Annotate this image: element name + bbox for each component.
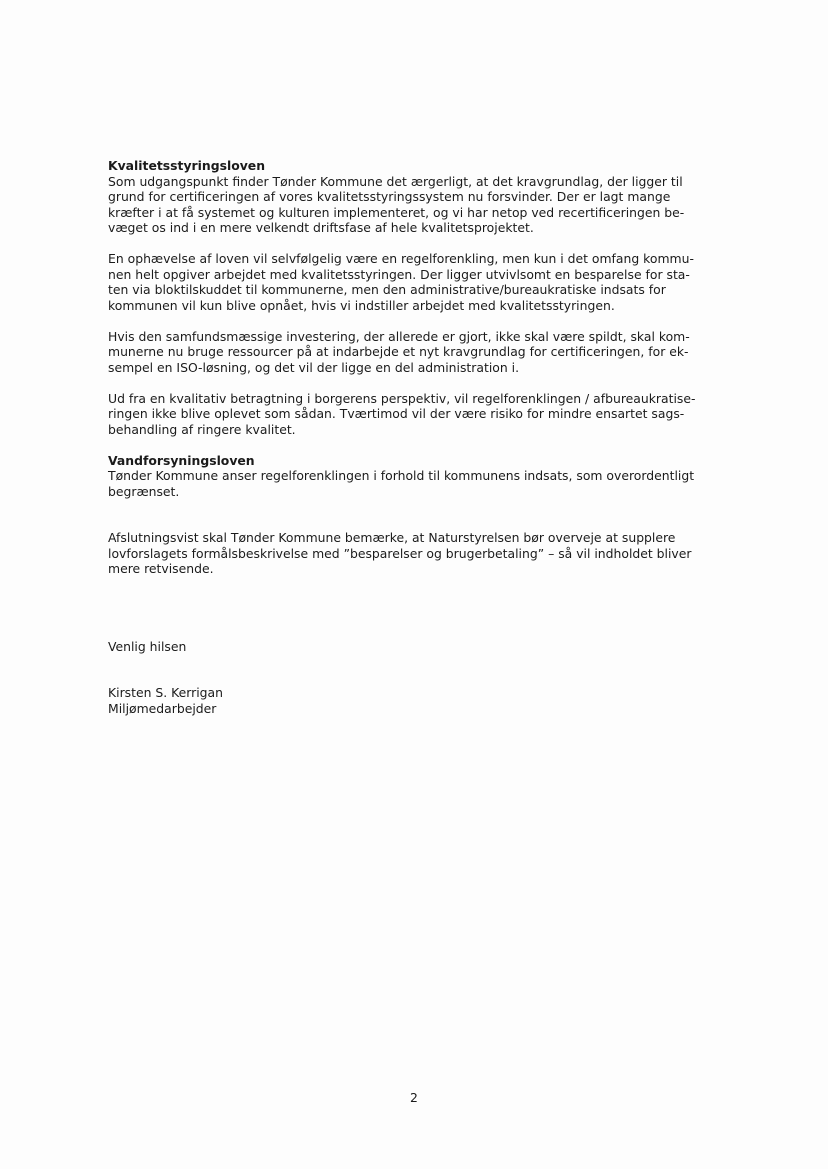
signature-name: Kirsten S. Kerrigan [108,685,223,700]
text-line: munerne nu bruge ressourcer på at indarbejde et nyt kravgrundlag for certificeringen, for ek- [108,344,689,359]
text-line: Hvis den samfundsmæssige investering, der allerede er gjort, ikke skal være spildt, skal kom- [108,328,690,344]
text-line: lovforslagets formålsbeskrivelse med ”besparelser og brugerbetaling” – så vil indholdet bliver [108,545,692,561]
section-heading: Vandforsyningsloven [108,452,255,468]
paragraph [108,329,720,376]
section-heading: Kvalitetsstyringsloven [108,158,266,173]
letter-body [108,158,720,716]
text-line: væget os ind i en mere velkendt driftsfase af hele kvalitetsprojektet. [108,220,534,235]
text-line: behandling af ringere kvalitet. [108,421,296,437]
signature-title: Miljømedarbejder [108,700,217,716]
text-line: ringen ikke blive oplevet som sådan. Tværtimod vil der være risiko for mindre ensartet sags- [108,406,685,421]
text-line: nen helt opgiver arbejdet med kvalitetsstyringen. Der ligger utvivlsomt en besparelse for sta- [108,266,690,282]
paragraph [108,251,720,313]
page-number: 2 [410,1090,418,1105]
greeting: Venlig hilsen [108,638,187,654]
closing-paragraph [108,530,720,577]
text-line: begrænset. [108,483,180,499]
section-vandforsyningsloven [108,453,720,500]
paragraph [108,174,720,236]
section-kvalitetsstyringsloven [108,158,720,437]
text-line: mere retvisende. [108,561,214,576]
text-line: Afslutningsvist skal Tønder Kommune bemærke, at Naturstyrelsen bør overveje at supplere [108,530,676,545]
text-line: Tønder Kommune anser regelforenklingen i forhold til kommunens indsats, som overordentligt [108,468,695,483]
text-line: kræfter i at få systemet og kulturen implementeret, og vi har netop ved recertificeringen be- [108,204,685,220]
text-line: kommunen vil kun blive opnået, hvis vi indstiller arbejdet med kvalitetsstyringen. [108,297,615,313]
paragraph [108,391,720,438]
text-line: grund for certificeringen af vores kvalitetsstyringssystem nu forsvinder. Der er lagt mange [108,189,671,204]
text-line: En ophævelse af loven vil selvfølgelig være en regelforenkling, men kun i det omfang kommu- [108,251,694,266]
text-line: ten via bloktilskuddet til kommunerne, men den administrative/bureaukratiske indsats for [108,282,666,297]
signature-block [108,685,720,716]
text-line: Ud fra en kvalitativ betragtning i borgerens perspektiv, vil regelforenklingen / afbureaukratise- [108,390,696,406]
text-line: Som udgangspunkt finder Tønder Kommune det ærgerligt, at det kravgrundlag, der ligger til [108,173,683,189]
paragraph [108,468,720,499]
text-line: sempel en ISO-løsning, og det vil der ligge en del administration i. [108,359,520,375]
